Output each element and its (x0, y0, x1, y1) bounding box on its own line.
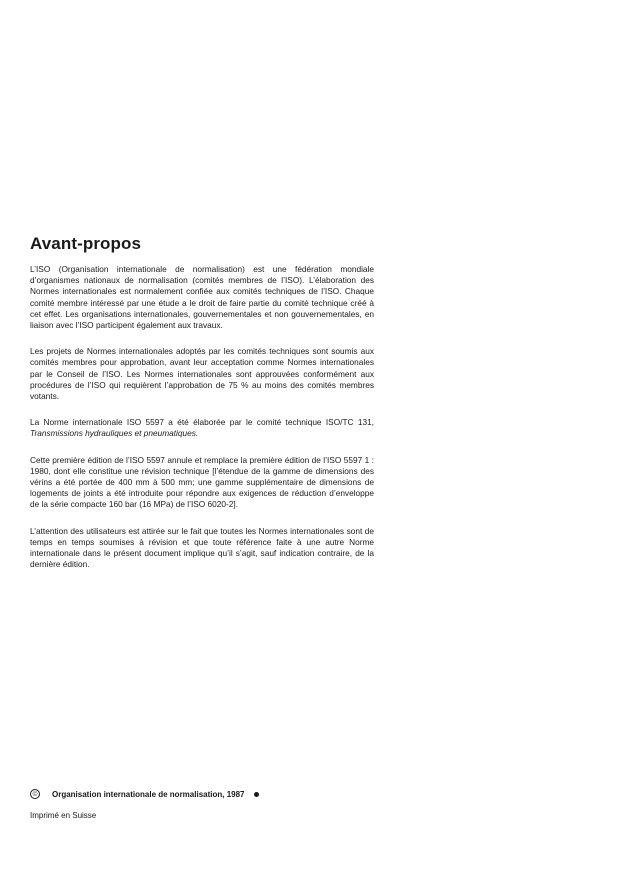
page-title: Avant-propos (30, 234, 142, 253)
paragraph-iso-intro: L’ISO (Organisation internationale de normalisation) est une fédération mondiale d’organismes nationaux de normalisation (comités membres de l’ISO). L’élaboration des Normes internationales est normalement confiée aux comités techniques de l’ISO. Chaque comité membre intéressé par une étude a le droit de faire partie du comité technique créé à cet effet. Les organisations internationales, gouvernementales et non gouvernementales, en liaison avec l’ISO participent également aux travaux. (30, 264, 374, 331)
paragraph-technical-committee (30, 417, 374, 439)
printed-in-label: Imprimé en Suisse (30, 811, 97, 820)
paragraph-draft-approval: Les projets de Normes internationales adoptés par les comités techniques sont soumis aux comités membres pour approbation, avant leur acceptation comme Normes internationales par le Conseil de l’ISO. Les Normes internationales sont approuvées conformément aux procédures de l’ISO qui requièrent l’approbation de 75 % au moins des comités membres votants. (30, 346, 374, 402)
bullet-icon (254, 792, 259, 797)
copyright-icon: © (30, 789, 40, 799)
committee-title: Transmissions hydrauliques et pneumatiques. (30, 428, 199, 439)
copyright-text: Organisation internationale de normalisation, 1987 (52, 789, 245, 799)
committee-text: La Norme internationale ISO 5597 a été élaborée par le comité technique ISO/TC 131, (30, 417, 374, 428)
paragraph-edition-note: Cette première édition de l’ISO 5597 annule et remplace la première édition de l’ISO 5597 1 : 1980, dont elle constitue une révision technique [l’étendue de la gamme de dimensions des vérins a été portée de 400 mm à 500 mm; une gamme supplémentaire de dimensions de logements de joints a été introduite pour répondre aux exigences de réduction d’enveloppe de la série compacte 160 bar (16 MPa) de l’ISO 6020-2]. (30, 454, 374, 510)
paragraph-revision-notice: L’attention des utilisateurs est attirée sur le fait que toutes les Normes internationales sont de temps en temps soumises à révision et que toute référence faite à une autre Norme internationale dans le présent document implique qu’il s’agit, sauf indication contraire, de la dernière édition. (30, 525, 374, 570)
foreword-body (30, 264, 374, 585)
copyright-line (30, 789, 259, 799)
